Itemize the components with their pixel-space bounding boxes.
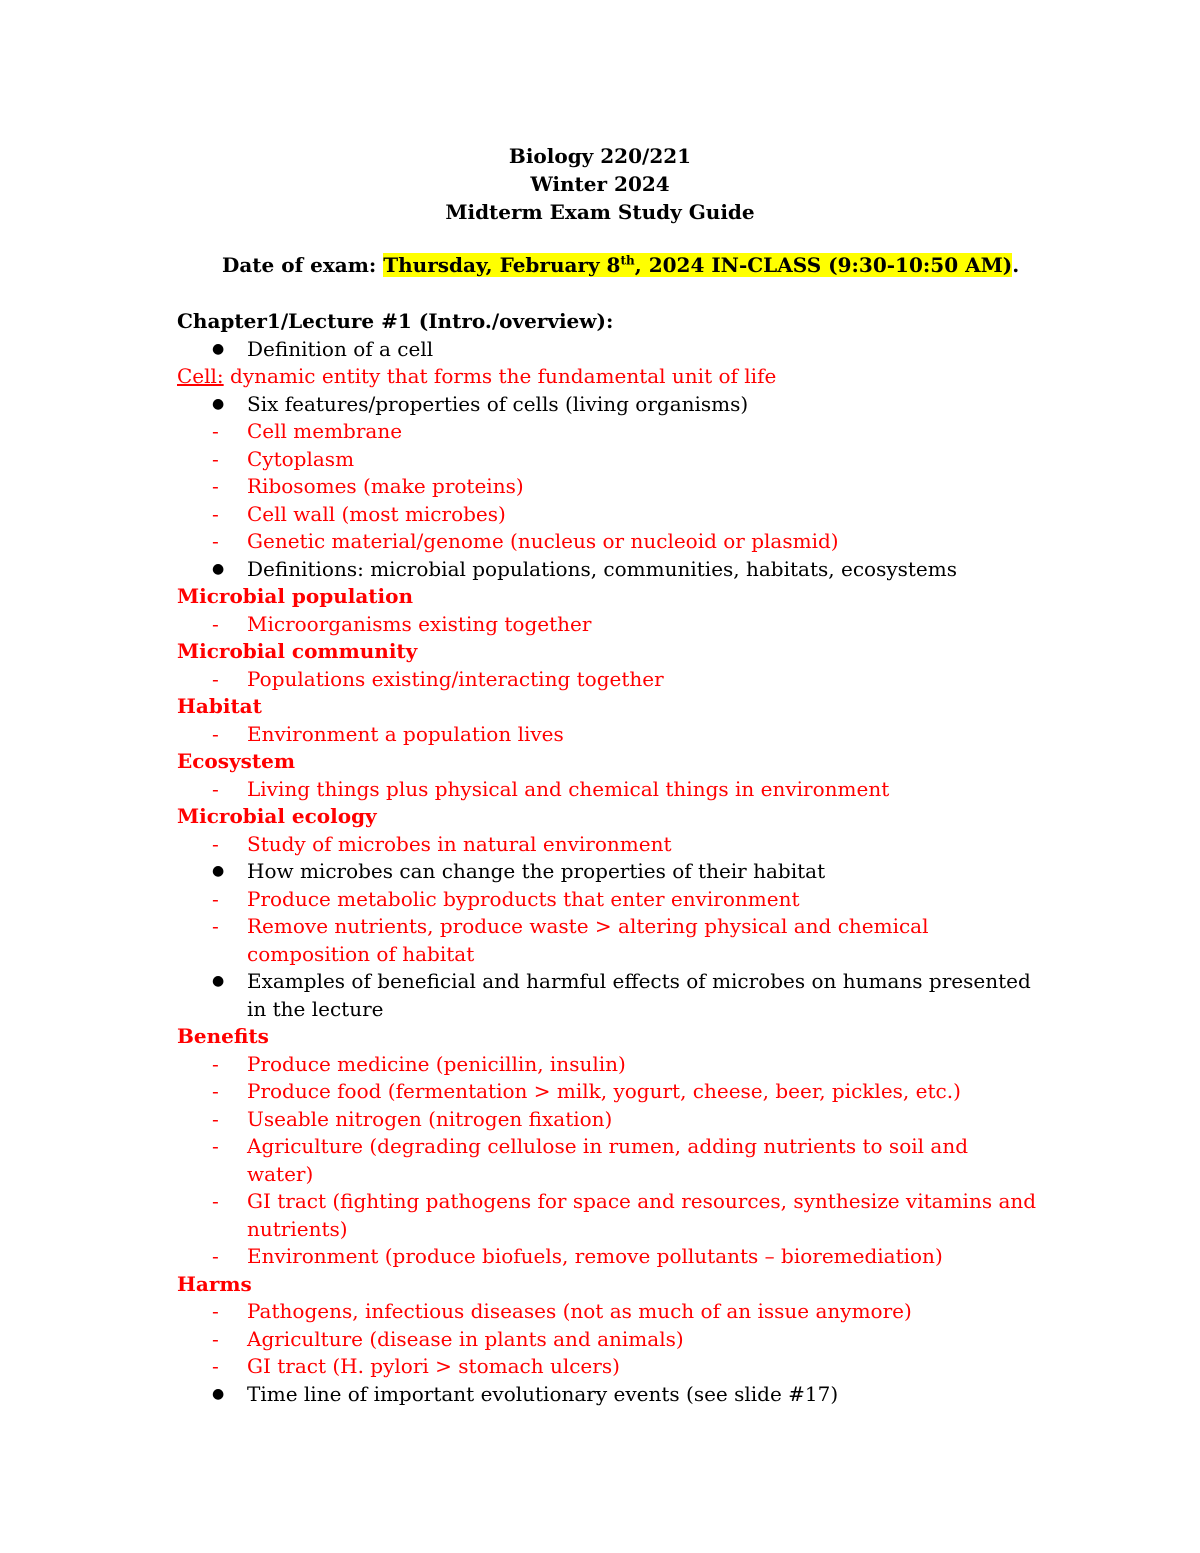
- bullet-marker: ●: [212, 1386, 225, 1402]
- bullet-marker: ●: [212, 396, 225, 412]
- feature-item: Cell membrane: [247, 419, 403, 443]
- dash-marker: -: [212, 914, 219, 938]
- benefit-item-cont: nutrients): [247, 1217, 348, 1241]
- community-definition: Populations existing/interacting together: [247, 667, 664, 691]
- exam-date-label: Date of exam:: [222, 253, 384, 277]
- dash-marker: -: [212, 447, 219, 471]
- chapter1-heading: Chapter1/Lecture #1 (Intro./overview):: [177, 309, 614, 333]
- ecology-definition: Study of microbes in natural environment: [247, 832, 672, 856]
- dash-marker: -: [212, 1079, 219, 1103]
- cell-term: Cell:: [177, 364, 224, 388]
- benefits-heading: Benefits: [177, 1024, 269, 1048]
- bullet-effects: Examples of beneficial and harmful effects of microbes on humans presented: [247, 969, 1031, 993]
- dash-marker: -: [212, 1354, 219, 1378]
- dash-marker: -: [212, 612, 219, 636]
- benefit-item: Produce food (fermentation > milk, yogurt, cheese, beer, pickles, etc.): [247, 1079, 961, 1103]
- dash-marker: -: [212, 1244, 219, 1268]
- dash-marker: -: [212, 419, 219, 443]
- bullet-marker: ●: [212, 341, 225, 357]
- dash-marker: -: [212, 777, 219, 801]
- habitat-change-item-cont: composition of habitat: [247, 942, 475, 966]
- bullet-effects-cont: in the lecture: [247, 997, 384, 1021]
- feature-item: Cell wall (most microbes): [247, 502, 506, 526]
- community-heading: Microbial community: [177, 639, 418, 663]
- dash-marker: -: [212, 1327, 219, 1351]
- ecology-heading: Microbial ecology: [177, 804, 377, 828]
- dash-marker: -: [212, 1299, 219, 1323]
- benefit-item: GI tract (fighting pathogens for space and resources, synthesize vitamins and: [247, 1189, 1037, 1213]
- dash-marker: -: [212, 722, 219, 746]
- dash-marker: -: [212, 887, 219, 911]
- bullet-marker: ●: [212, 561, 225, 577]
- cell-definition: dynamic entity that forms the fundamental unit of life: [223, 364, 777, 388]
- benefit-item: Produce medicine (penicillin, insulin): [247, 1052, 626, 1076]
- dash-marker: -: [212, 529, 219, 553]
- harm-item: GI tract (H. pylori > stomach ulcers): [247, 1354, 620, 1378]
- habitat-change-item: Produce metabolic byproducts that enter environment: [247, 887, 800, 911]
- exam-date-highlight: [383, 253, 1012, 277]
- feature-item: Ribosomes (make proteins): [247, 474, 524, 498]
- exam-date-line: [222, 252, 1019, 279]
- bullet-marker: ●: [212, 863, 225, 879]
- exam-date-day: Thursday, February 8: [383, 253, 621, 277]
- habitat-definition: Environment a population lives: [247, 722, 564, 746]
- exam-date-suffix: th: [620, 253, 635, 268]
- benefit-item: Agriculture (degrading cellulose in rumen, adding nutrients to soil and: [247, 1134, 968, 1158]
- dash-marker: -: [212, 1052, 219, 1076]
- exam-date-end: .: [1012, 253, 1020, 277]
- bullet-definitions: Definitions: microbial populations, communities, habitats, ecosystems: [247, 557, 957, 581]
- dash-marker: -: [212, 1134, 219, 1158]
- document-title: Midterm Exam Study Guide: [445, 200, 755, 224]
- dash-marker: -: [212, 1189, 219, 1213]
- exam-date-rest: , 2024 IN-CLASS (9:30-10:50 AM): [634, 253, 1013, 277]
- dash-marker: -: [212, 832, 219, 856]
- bullet-marker: ●: [212, 973, 225, 989]
- bullet-habitat-change: How microbes can change the properties of their habitat: [247, 859, 826, 883]
- bullet-timeline: Time line of important evolutionary events (see slide #17): [247, 1382, 839, 1406]
- course-title: Biology 220/221: [508, 144, 692, 168]
- term-title: Winter 2024: [530, 172, 670, 196]
- bullet-cell-definition: Definition of a cell: [247, 337, 434, 361]
- benefit-item-cont: water): [247, 1162, 314, 1186]
- harms-heading: Harms: [177, 1272, 252, 1296]
- benefit-item: Useable nitrogen (nitrogen fixation): [247, 1107, 613, 1131]
- feature-item: Genetic material/genome (nucleus or nucleoid or plasmid): [247, 529, 839, 553]
- harm-item: Agriculture (disease in plants and animals): [247, 1327, 684, 1351]
- dash-marker: -: [212, 1107, 219, 1131]
- harm-item: Pathogens, infectious diseases (not as much of an issue anymore): [247, 1299, 912, 1323]
- feature-item: Cytoplasm: [247, 447, 355, 471]
- dash-marker: -: [212, 474, 219, 498]
- ecosystem-heading: Ecosystem: [177, 749, 296, 773]
- cell-definition-line: [177, 363, 776, 390]
- ecosystem-definition: Living things plus physical and chemical things in environment: [247, 777, 890, 801]
- habitat-change-item: Remove nutrients, produce waste > altering physical and chemical: [247, 914, 929, 938]
- dash-marker: -: [212, 502, 219, 526]
- benefit-item: Environment (produce biofuels, remove pollutants – bioremediation): [247, 1244, 943, 1268]
- population-definition: Microorganisms existing together: [247, 612, 592, 636]
- bullet-six-features: Six features/properties of cells (living organisms): [247, 392, 749, 416]
- habitat-heading: Habitat: [177, 694, 262, 718]
- dash-marker: -: [212, 667, 219, 691]
- population-heading: Microbial population: [177, 584, 414, 608]
